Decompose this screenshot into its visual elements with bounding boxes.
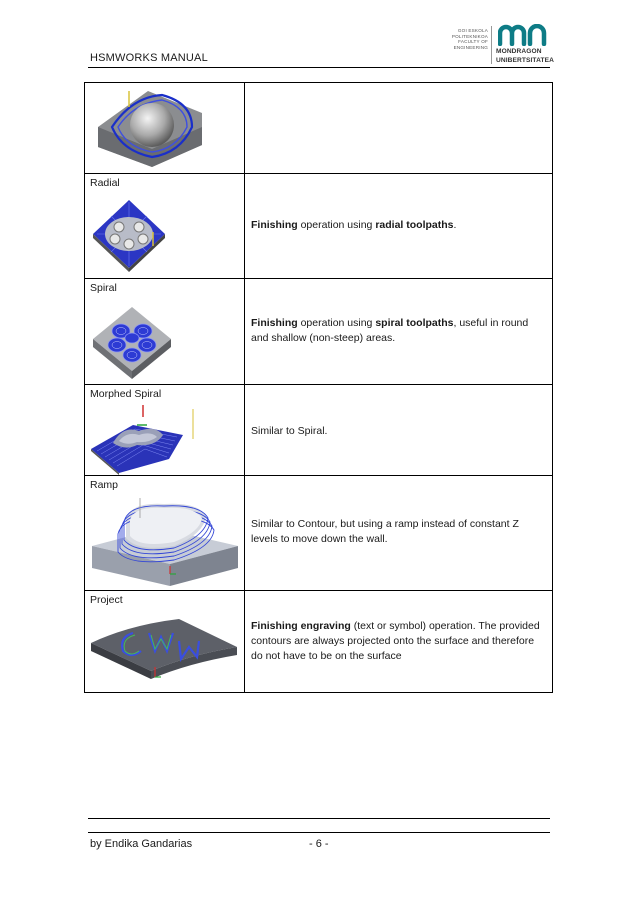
operation-description	[251, 517, 546, 547]
university-logo	[446, 24, 554, 66]
footer-author: by Endika Gandarias	[90, 838, 193, 850]
logo-university-name-2: UNIBERTSITATEA	[496, 57, 554, 64]
bold-segment: engraving	[300, 620, 351, 632]
operation-description-cell	[245, 83, 553, 174]
mondragon-logo-mark-icon	[498, 24, 548, 46]
text-segment: Similar to Spiral.	[251, 425, 328, 437]
faculty-line: GOI ESKOLA	[457, 28, 488, 33]
logo-separator	[491, 26, 492, 64]
header-title: HSMWORKS MANUAL	[90, 52, 208, 64]
header-rule	[88, 67, 550, 68]
faculty-line: POLITEKNIKOA	[451, 33, 488, 39]
operation-name-cell	[85, 279, 245, 385]
bold-segment: Finishing	[251, 317, 298, 329]
table-row	[85, 174, 553, 279]
table-row	[85, 591, 553, 693]
logo-university-name: MONDRAGON	[496, 48, 542, 55]
hemisphere-toolpath-image	[92, 87, 210, 169]
text-segment: , useful in round and shallow (non-steep) areas.	[251, 317, 529, 344]
operation-name: Morphed Spiral	[90, 388, 162, 400]
bold-segment: radial toolpaths	[375, 219, 454, 231]
footer-rule	[88, 818, 550, 819]
project-toolpath-image	[89, 607, 239, 691]
operation-name-cell	[85, 591, 245, 693]
operation-description-cell	[245, 279, 553, 385]
operation-name: Project	[90, 594, 123, 606]
operation-name: Spiral	[90, 282, 117, 294]
operation-description	[251, 218, 546, 233]
operation-name: Radial	[90, 177, 120, 189]
table-row	[85, 476, 553, 591]
page-number: - 6 -	[309, 838, 329, 850]
text-segment: operation using	[297, 219, 376, 231]
faculty-lines	[446, 28, 488, 50]
bold-segment: Finishing	[251, 620, 298, 632]
operation-name-cell	[85, 385, 245, 476]
table-row	[85, 385, 553, 476]
ramp-toolpath-image	[90, 494, 240, 586]
bold-segment: Finishing	[251, 219, 298, 231]
table-row	[85, 279, 553, 385]
text-segment: Similar to Contour, but using a ramp instead of constant Z levels to move down the wall.	[251, 518, 519, 545]
text-segment: .	[453, 219, 457, 231]
operation-name-cell	[85, 476, 245, 591]
footer-rule	[88, 832, 550, 833]
operation-description-cell	[245, 476, 553, 591]
operation-name: Ramp	[90, 479, 119, 491]
faculty-line: FACULTY OF	[458, 39, 488, 45]
table-row	[85, 83, 553, 174]
operations-table	[84, 82, 553, 693]
operation-description	[251, 424, 546, 439]
operation-description-cell	[245, 591, 553, 693]
operation-name-cell	[85, 174, 245, 279]
text-segment: operation using	[297, 317, 376, 329]
operation-description	[251, 619, 546, 664]
bold-segment: spiral toolpaths	[375, 317, 454, 329]
radial-toolpath-image	[91, 194, 167, 272]
operation-description-cell	[245, 385, 553, 476]
text-segment: (text or symbol) operation. The provided contours are always projected onto the surface and therefore do not have to be on the surface	[251, 620, 540, 662]
spiral-toolpath-image	[91, 301, 173, 379]
operation-description-cell	[245, 174, 553, 279]
faculty-line: ENGINEERING	[453, 44, 488, 50]
morphed-spiral-toolpath-image	[89, 399, 201, 475]
operation-description	[251, 316, 546, 346]
operation-name-cell	[85, 83, 245, 174]
